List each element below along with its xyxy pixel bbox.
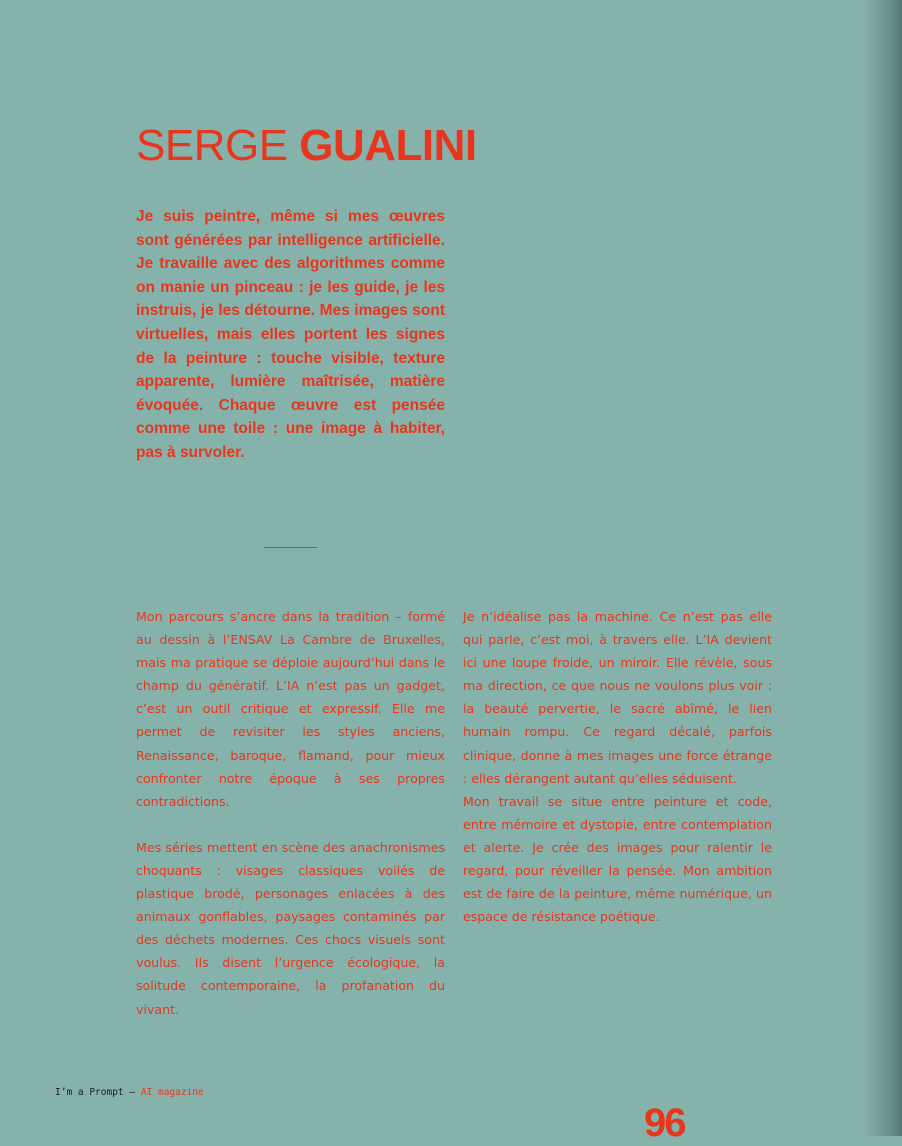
body-column-left xyxy=(136,605,445,1021)
artist-first-name: SERGE xyxy=(136,121,288,170)
body-paragraph: Mes séries mettent en scène des anachronismes choquants : visages classiques voilés de plastique brodé, personages enlacées à des animaux gonflables, paysages contaminés par des déchets modernes. Ces chocs visuels sont voulus. Ils disent l’urgence écologique, la solitude contemporaine, la profanation du vivant. xyxy=(136,839,445,1017)
intro-paragraph: Je suis peintre, même si mes œuvres sont générées par intelligence artificielle. Je travaille avec des algorithmes comme on manie un pinceau : je les guide, je les instruis, je les détourne. Mes images sont virtuelles, mais elles portent les signes de la peinture : touche visible, texture apparente, lumière maîtrisée, matière évoquée. Chaque œuvre est pensée comme une toile : une image à habiter, pas à survoler. xyxy=(136,208,445,461)
artist-last-name: GUALINI xyxy=(299,121,477,170)
body-column-right xyxy=(463,605,772,928)
page-number: 96 xyxy=(644,1101,685,1145)
footer-magazine-name: I’m a Prompt xyxy=(55,1087,124,1098)
section-divider xyxy=(264,547,317,548)
footer-credit xyxy=(55,1087,204,1098)
footer-separator: – xyxy=(123,1087,141,1098)
body-paragraph: Je n’idéalise pas la machine. Ce n’est pas elle qui parle, c’est moi, à travers elle. L’IA devient ici une loupe froide, un miroir. Elle révèle, sous ma direction, ce que nous ne voulons plus voir : la beauté pervertie, le sacré abîmé, le lien humain rompu. Ce regard décalé, parfois clinique, donne à mes images une force étrange : elles dérangent autant qu’elles séduisent. xyxy=(463,609,772,786)
artist-name-title xyxy=(136,120,477,172)
page-edge-shadow xyxy=(862,0,902,1136)
footer-tagline: AI magazine xyxy=(140,1087,204,1098)
body-paragraph: Mon travail se situe entre peinture et code, entre mémoire et dystopie, entre contemplation et alerte. Je crée des images pour ralentir le regard, pour réveiller la pensée. Mon ambition est de faire de la peinture, même numérique, un espace de résistance poétique. xyxy=(463,793,772,925)
body-paragraph: Mon parcours s’ancre dans la tradition – formé au dessin à l’ENSAV La Cambre de Bruxelles, mais ma pratique se déploie aujourd’hui dans le champ du génératif. L’IA n’est pas un gadget, c’est un outil critique et expressif. Elle me permet de revisiter les styles anciens, Renaissance, baroque, flamand, pour mieux confronter notre époque à ses propres contradictions. xyxy=(136,609,445,809)
